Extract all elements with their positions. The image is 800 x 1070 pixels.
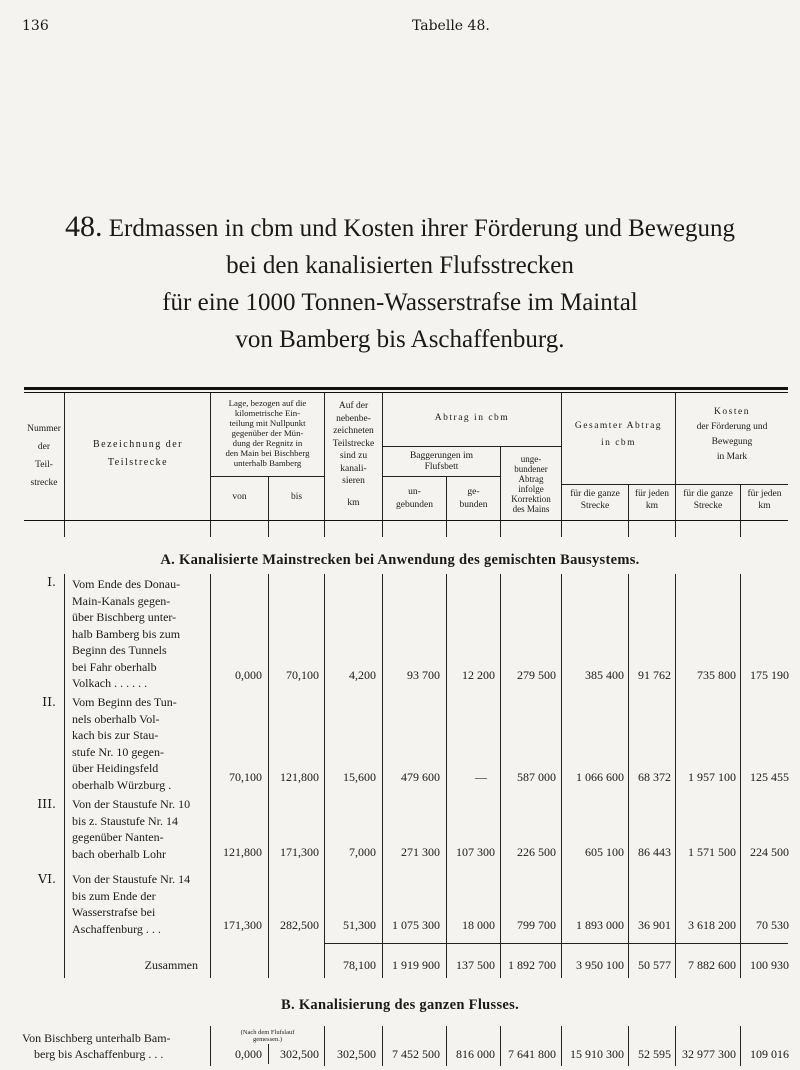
col-header-ungebunden: un- gebunden: [396, 487, 433, 510]
col-header-kosten: Kosten der Förderung und Bewegung in Mark: [696, 407, 768, 462]
col-header-kosten-km: für jeden km: [747, 489, 782, 511]
col-header-gesamt-km: für jeden km: [634, 489, 670, 511]
title-line-4: von Bamberg bis Aschaffenburg.: [235, 326, 565, 353]
col-header-baggerungen: Baggerungen im Flufsbett: [409, 451, 474, 472]
col-header-laenge: Auf der nebenbe- zeichneten Teilstrecke sind zu kanali- sieren: [332, 401, 375, 486]
table-label: Tabelle 48.: [412, 18, 490, 34]
page-number: 136: [22, 18, 49, 34]
col-header-ungebundener-abtrag: unge- bundener Abtrag infolge Korrektion des Mains: [511, 454, 551, 514]
section-b-note: (Nach dem Flufslauf gemessen.): [240, 1029, 295, 1043]
col-header-lage: Lage, bezogen auf die kilometrische Ein- teilung mit Nullpunkt gegenüber der Mün- dung der Regnitz in den Main bei Bischberg unterhalb Bamberg: [225, 398, 310, 468]
col-header-abtrag: Abtrag in cbm: [434, 413, 510, 423]
title-line-3: für eine 1000 Tonnen-Wasserstrafse im Maintal: [162, 289, 638, 316]
col-header-von: von: [232, 492, 247, 502]
title-number: 48.: [64, 210, 103, 243]
section-a-title: A. Kanalisierte Mainstrecken bei Anwendung des gemischten Bausystems.: [160, 552, 640, 568]
section-b-desc: Von Bischberg unterhalb Bam- berg bis Aschaffenburg . . .: [22, 1031, 171, 1061]
section-b-title: B. Kanalisierung des ganzen Flusses.: [281, 997, 519, 1013]
top-rule: [24, 387, 788, 390]
header-bottom-rule: [24, 520, 788, 521]
col-header-bezeichnung: Bezeichnung der Teilstrecke: [93, 439, 183, 468]
col-header-bis: bis: [290, 492, 303, 502]
col-header-nummer: Nummer der Teil- strecke: [27, 424, 61, 488]
col-header-gesamter: Gesamter Abtrag in cbm: [574, 421, 663, 448]
title-line-1: Erdmassen in cbm und Kosten ihrer Förderung und Bewegung: [108, 215, 736, 242]
title-line-2: bei den kanalisierten Flufsstrecken: [226, 252, 574, 279]
col-header-gebunden: ge- bunden: [459, 487, 488, 510]
table-title: [0, 208, 800, 358]
top-rule-thin: [24, 392, 788, 393]
col-header-kosten-strecke: für die ganze Strecke: [683, 489, 733, 511]
col-header-km: km: [347, 498, 360, 508]
col-header-gesamt-strecke: für die ganze Strecke: [570, 489, 620, 511]
